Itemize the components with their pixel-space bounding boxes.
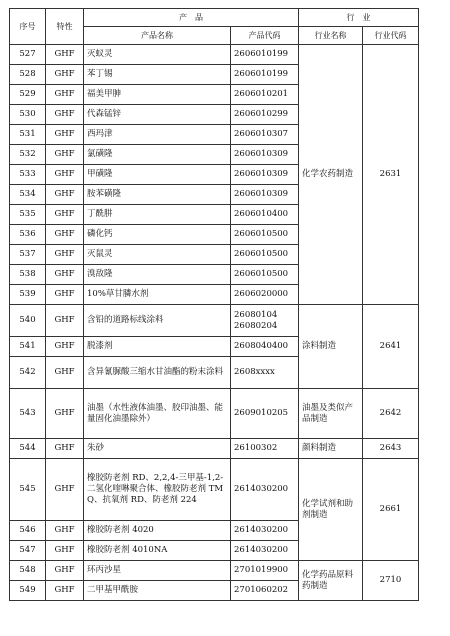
product-code-line-2: 26080204 (234, 320, 278, 331)
cell-seq: 541 (10, 337, 46, 357)
table-row (10, 561, 419, 581)
cell-property: GHF (46, 541, 84, 561)
cell-property: GHF (46, 125, 84, 145)
cell-product-name: 灭蚁灵 (84, 45, 231, 65)
header-product: 产 品 (84, 9, 299, 27)
cell-product-name: 福美甲胂 (84, 85, 231, 105)
cell-property: GHF (46, 185, 84, 205)
cell-product-name: 丁酰肼 (84, 205, 231, 225)
cell-product-name: 代森锰锌 (84, 105, 231, 125)
cell-seq: 546 (10, 521, 46, 541)
cell-product-name: 胺苯磺隆 (84, 185, 231, 205)
cell-product-code: 2606010309 (231, 165, 299, 185)
cell-seq: 531 (10, 125, 46, 145)
cell-product-name: 朱砂 (84, 439, 231, 459)
cell-product-code: 2614030200 (231, 521, 299, 541)
header-industry: 行 业 (299, 9, 419, 27)
cell-product-name: 磷化钙 (84, 225, 231, 245)
cell-industry-name: 化学试剂和助剂制造 (299, 459, 363, 561)
cell-product-name: 油墨（水性液体油墨、胶印油墨、能量固化油墨除外） (84, 389, 231, 439)
cell-product-code (231, 305, 299, 337)
cell-product-name: 10%草甘膦水剂 (84, 285, 231, 305)
cell-product-code: 2606010199 (231, 65, 299, 85)
cell-property: GHF (46, 65, 84, 85)
cell-product-code: 2606010309 (231, 185, 299, 205)
cell-industry-name: 油墨及类似产品制造 (299, 389, 363, 439)
cell-seq: 529 (10, 85, 46, 105)
cell-product-name: 苯丁锡 (84, 65, 231, 85)
cell-property: GHF (46, 389, 84, 439)
cell-seq: 549 (10, 581, 46, 601)
cell-product-code: 2608xxxx (231, 357, 299, 389)
cell-product-name: 溴敌隆 (84, 265, 231, 285)
cell-seq: 530 (10, 105, 46, 125)
cell-property: GHF (46, 85, 84, 105)
header-row-1 (10, 9, 419, 27)
cell-product-name: 环丙沙星 (84, 561, 231, 581)
cell-product-name: 含铅的道路标线涂料 (84, 305, 231, 337)
cell-property: GHF (46, 265, 84, 285)
cell-product-name: 橡胶防老剂 4020 (84, 521, 231, 541)
cell-seq: 532 (10, 145, 46, 165)
cell-seq: 534 (10, 185, 46, 205)
cell-property: GHF (46, 205, 84, 225)
product-code-line-1: 26080104 (234, 309, 278, 320)
cell-seq: 536 (10, 225, 46, 245)
cell-seq: 545 (10, 459, 46, 521)
cell-product-code: 2606010307 (231, 125, 299, 145)
cell-product-code: 2606010309 (231, 145, 299, 165)
cell-product-code: 2609010205 (231, 389, 299, 439)
cell-property: GHF (46, 521, 84, 541)
cell-property: GHF (46, 225, 84, 245)
cell-property: GHF (46, 285, 84, 305)
cell-seq: 543 (10, 389, 46, 439)
cell-seq: 528 (10, 65, 46, 85)
cell-seq: 540 (10, 305, 46, 337)
cell-property: GHF (46, 459, 84, 521)
cell-seq: 539 (10, 285, 46, 305)
product-industry-table (9, 8, 419, 601)
cell-seq: 542 (10, 357, 46, 389)
cell-industry-code: 2643 (363, 439, 419, 459)
cell-property: GHF (46, 105, 84, 125)
cell-property: GHF (46, 305, 84, 337)
cell-product-name: 橡胶防老剂 RD、2,2,4-三甲基-1,2-二氢化喹啉聚合体、橡胶防老剂 TMQ、抗氧剂 RD、防老剂 224 (84, 459, 231, 521)
table-row (10, 45, 419, 65)
cell-product-code: 2614030200 (231, 459, 299, 521)
document-page (9, 8, 419, 601)
cell-seq: 537 (10, 245, 46, 265)
cell-seq: 547 (10, 541, 46, 561)
cell-property: GHF (46, 245, 84, 265)
cell-product-code: 2606010500 (231, 245, 299, 265)
cell-product-code: 2606020000 (231, 285, 299, 305)
cell-seq: 548 (10, 561, 46, 581)
cell-product-code: 2701060202 (231, 581, 299, 601)
cell-product-name: 灭鼠灵 (84, 245, 231, 265)
cell-property: GHF (46, 165, 84, 185)
cell-product-code: 26100302 (231, 439, 299, 459)
cell-product-name: 含异氰脲酸三缩水甘油酯的粉末涂料 (84, 357, 231, 389)
cell-product-name: 西玛津 (84, 125, 231, 145)
table-row (10, 389, 419, 439)
cell-industry-code: 2642 (363, 389, 419, 439)
cell-industry-name: 涂料制造 (299, 305, 363, 389)
cell-property: GHF (46, 145, 84, 165)
header-property: 特性 (46, 9, 84, 45)
cell-product-name: 甲磺隆 (84, 165, 231, 185)
header-product-code: 产品代码 (231, 27, 299, 45)
table-row (10, 305, 419, 337)
cell-product-code: 2606010199 (231, 45, 299, 65)
cell-product-code: 2614030200 (231, 541, 299, 561)
cell-seq: 533 (10, 165, 46, 185)
table-row (10, 459, 419, 521)
cell-seq: 527 (10, 45, 46, 65)
header-seq: 序号 (10, 9, 46, 45)
cell-product-code: 2606010201 (231, 85, 299, 105)
cell-seq: 535 (10, 205, 46, 225)
cell-product-code: 2606010500 (231, 265, 299, 285)
cell-property: GHF (46, 581, 84, 601)
cell-product-name: 二甲基甲酰胺 (84, 581, 231, 601)
cell-industry-code: 2641 (363, 305, 419, 389)
cell-product-name: 脱漆剂 (84, 337, 231, 357)
cell-product-code: 2606010299 (231, 105, 299, 125)
cell-product-name: 橡胶防老剂 4010NA (84, 541, 231, 561)
cell-industry-code: 2661 (363, 459, 419, 561)
cell-property: GHF (46, 561, 84, 581)
cell-product-name: 氯磺隆 (84, 145, 231, 165)
cell-product-code: 2701019900 (231, 561, 299, 581)
cell-industry-code: 2710 (363, 561, 419, 601)
cell-property: GHF (46, 337, 84, 357)
cell-property: GHF (46, 439, 84, 459)
header-product-name: 产品名称 (84, 27, 231, 45)
cell-industry-name: 化学药品原料药制造 (299, 561, 363, 601)
cell-seq: 544 (10, 439, 46, 459)
cell-property: GHF (46, 45, 84, 65)
cell-industry-name: 颜料制造 (299, 439, 363, 459)
header-industry-code: 行业代码 (363, 27, 419, 45)
header-industry-name: 行业名称 (299, 27, 363, 45)
table-row (10, 439, 419, 459)
cell-product-code: 2606010500 (231, 225, 299, 245)
cell-property: GHF (46, 357, 84, 389)
cell-industry-name: 化学农药制造 (299, 45, 363, 305)
cell-product-code: 2606010400 (231, 205, 299, 225)
cell-product-code: 2608040400 (231, 337, 299, 357)
cell-seq: 538 (10, 265, 46, 285)
cell-industry-code: 2631 (363, 45, 419, 305)
